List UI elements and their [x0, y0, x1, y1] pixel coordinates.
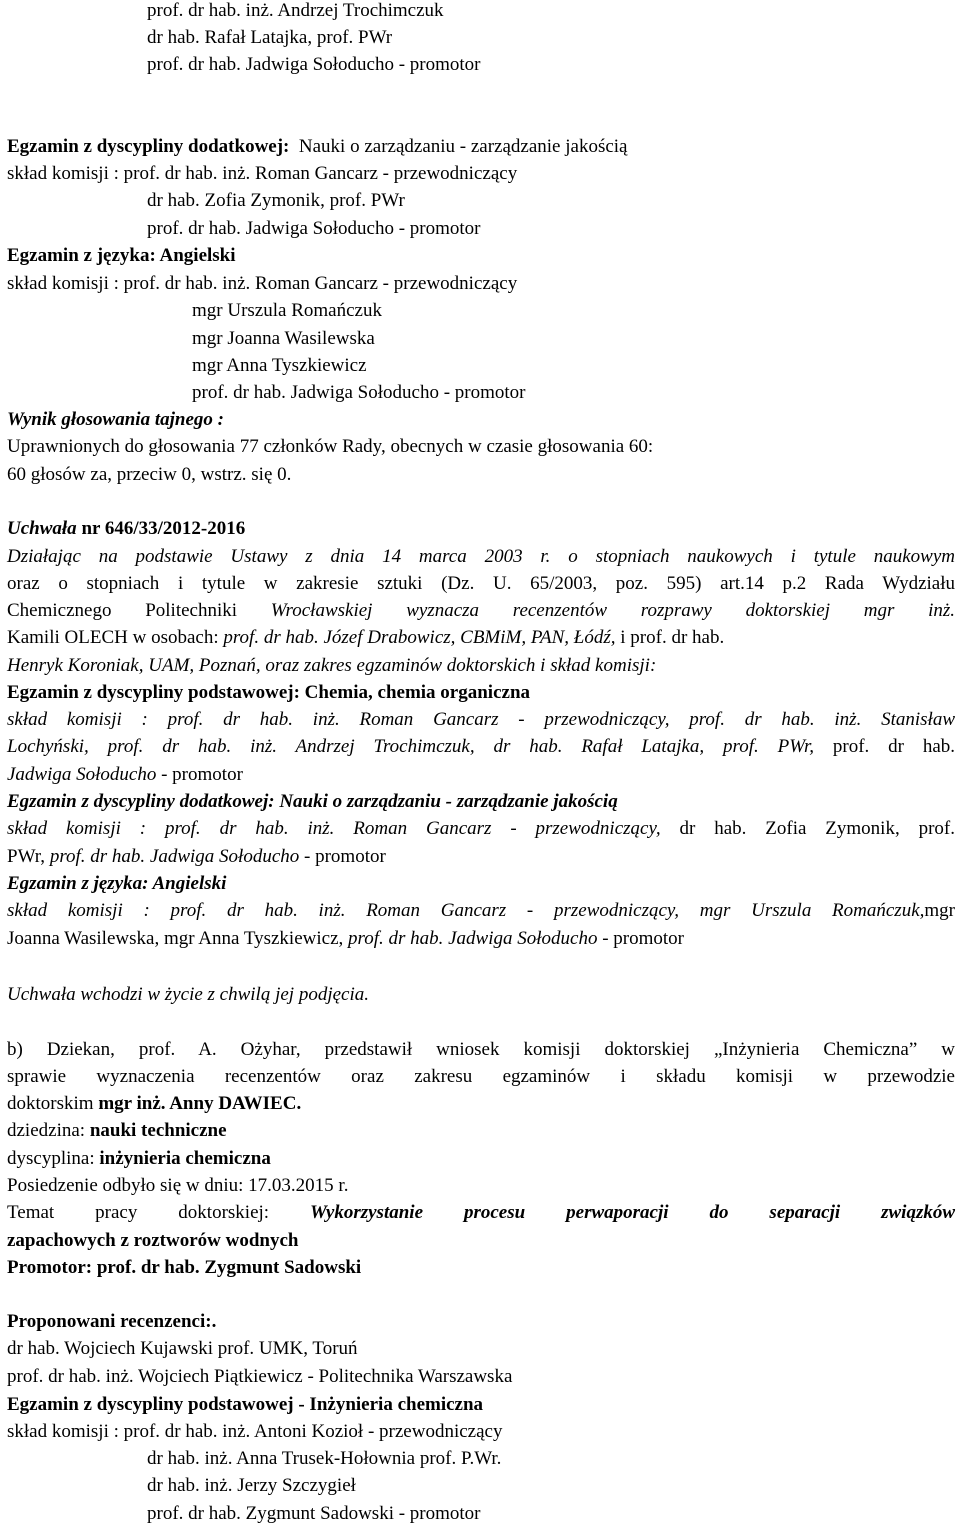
reviewer-line: prof. dr hab. inż. Wojciech Piątkiewicz - Politechnika Warszawska [7, 1366, 513, 1387]
member-line: prof. dr hab. Jadwiga Sołoducho - promotor [147, 54, 481, 75]
exam-subject: Nauki o zarządzaniu - zarządzanie jakością [298, 136, 628, 157]
reviewers-heading: Proponowani recenzenci:. [7, 1311, 217, 1332]
topic-line: Temat pracy doktorskiej: Wykorzystanie procesu perwaporacji do separacji związków [7, 1202, 956, 1223]
member-line: dr hab. Zofia Zymonik, prof. PWr [147, 190, 405, 211]
member-line: prof. dr hab. inż. Andrzej Trochimczuk [147, 0, 444, 21]
committee-line: Jadwiga Sołoducho - promotor [7, 764, 243, 785]
exam-basic-heading: Egzamin z dyscypliny podstawowej - Inżynieria chemiczna [7, 1394, 484, 1415]
resolution-text: Chemicznego Politechniki Wrocławskiej wyznacza recenzentów rozprawy doktorskiej mgr inż. [7, 600, 956, 621]
member-line: prof. dr hab. Jadwiga Sołoducho - promotor [147, 218, 481, 239]
committee-line: skład komisji : prof. dr hab. inż. Roman Gancarz - przewodniczący, dr hab. Zofia Zymonik, prof. [7, 818, 955, 839]
resolution-heading [7, 518, 245, 540]
resolution-text: Kamili OLECH w osobach: prof. dr hab. Józef Drabowicz, CBMiM, PAN, Łódź, i prof. dr hab. [7, 627, 725, 648]
committee-line: skład komisji : prof. dr hab. inż. Roman Gancarz - przewodniczący [7, 163, 518, 184]
member-line: dr hab. Rafał Latajka, prof. PWr [147, 27, 393, 48]
topic-line: zapachowych z roztworów wodnych [7, 1230, 299, 1251]
committee-line: skład komisji : prof. dr hab. inż. Roman Gancarz - przewodniczący [7, 273, 518, 294]
committee-line: PWr, prof. dr hab. Jadwiga Sołoducho - promotor [7, 846, 386, 867]
exam-label: Egzamin z dyscypliny dodatkowej: [7, 136, 290, 157]
item-b-text: b) Dziekan, prof. A. Ożyhar, przedstawił wniosek komisji doktorskiej „Inżynieria Chemiczna” w [7, 1039, 955, 1060]
resolution-text: Działając na podstawie Ustawy z dnia 14 marca 2003 r. o stopniach naukowych i tytule naukowym [7, 546, 955, 567]
item-b-text: doktorskim mgr inż. Anny DAWIEC. [7, 1093, 302, 1114]
exam-language-heading: Egzamin z języka: Angielski [7, 245, 236, 266]
member-line: mgr Anna Tyszkiewicz [192, 355, 367, 376]
field-line: dziedzina: nauki techniczne [7, 1120, 227, 1141]
member-line: prof. dr hab. Zygmunt Sadowski - promotor [147, 1503, 481, 1524]
committee-line: skład komisji : prof. dr hab. inż. Antoni Kozioł - przewodniczący [7, 1421, 503, 1442]
vote-line: 60 głosów za, przeciw 0, wstrz. się 0. [7, 464, 292, 485]
committee-line: Lochyński, prof. dr hab. inż. Andrzej Trochimczuk, dr hab. Rafał Latajka, prof. PWr, prof. dr hab. [7, 736, 956, 757]
committee-line: skład komisji : prof. dr hab. inż. Roman Gancarz - przewodniczący, mgr Urszula Romańczuk,mgr [7, 900, 955, 921]
member-line: mgr Urszula Romańczuk [192, 300, 382, 321]
member-line: dr hab. inż. Anna Trusek-Hołownia prof. P.Wr. [147, 1448, 502, 1469]
exam-basic-heading: Egzamin z dyscypliny podstawowej: Chemia, chemia organiczna [7, 682, 531, 703]
committee-line: skład komisji : prof. dr hab. inż. Roman Gancarz - przewodniczący, prof. dr hab. inż. Stanisław [7, 709, 955, 730]
resolution-text: Henryk Koroniak, UAM, Poznań, oraz zakres egzaminów doktorskich i skład komisji: [7, 655, 657, 676]
member-line: dr hab. inż. Jerzy Szczygieł [147, 1475, 356, 1496]
exam-additional-heading: Egzamin z dyscypliny dodatkowej: Nauki o zarządzaniu - zarządzanie jakością [7, 791, 618, 812]
member-line: mgr Joanna Wasilewska [192, 328, 375, 349]
session-line: Posiedzenie odbyło się w dniu: 17.03.2015 r. [7, 1175, 349, 1196]
exam-language-heading: Egzamin z języka: Angielski [7, 873, 227, 894]
member-line: prof. dr hab. Jadwiga Sołoducho - promotor [192, 382, 526, 403]
resolution-text: oraz o stopniach i tytule w zakresie sztuki (Dz. U. 65/2003, poz. 595) art.14 p.2 Rada Wydziału [7, 573, 955, 594]
resolution-number: nr 646/33/2012-2016 [76, 518, 246, 539]
vote-line: Uprawnionych do głosowania 77 członków Rady, obecnych w czasie głosowania 60: [7, 436, 654, 457]
discipline-line: dyscyplina: inżynieria chemiczna [7, 1148, 271, 1169]
exam-additional-heading [7, 136, 628, 158]
resolution-label: Uchwała [7, 518, 77, 539]
item-b-text: sprawie wyznaczenia recenzentów oraz zakresu egzaminów i składu komisji w przewodzie [7, 1066, 955, 1087]
vote-heading: Wynik głosowania tajnego : [7, 409, 224, 430]
resolution-effect: Uchwała wchodzi w życie z chwilą jej podjęcia. [7, 984, 370, 1005]
reviewer-line: dr hab. Wojciech Kujawski prof. UMK, Toruń [7, 1338, 358, 1359]
committee-line: Joanna Wasilewska, mgr Anna Tyszkiewicz, prof. dr hab. Jadwiga Sołoducho - promotor [7, 928, 685, 949]
promotor-line: Promotor: prof. dr hab. Zygmunt Sadowski [7, 1257, 362, 1278]
